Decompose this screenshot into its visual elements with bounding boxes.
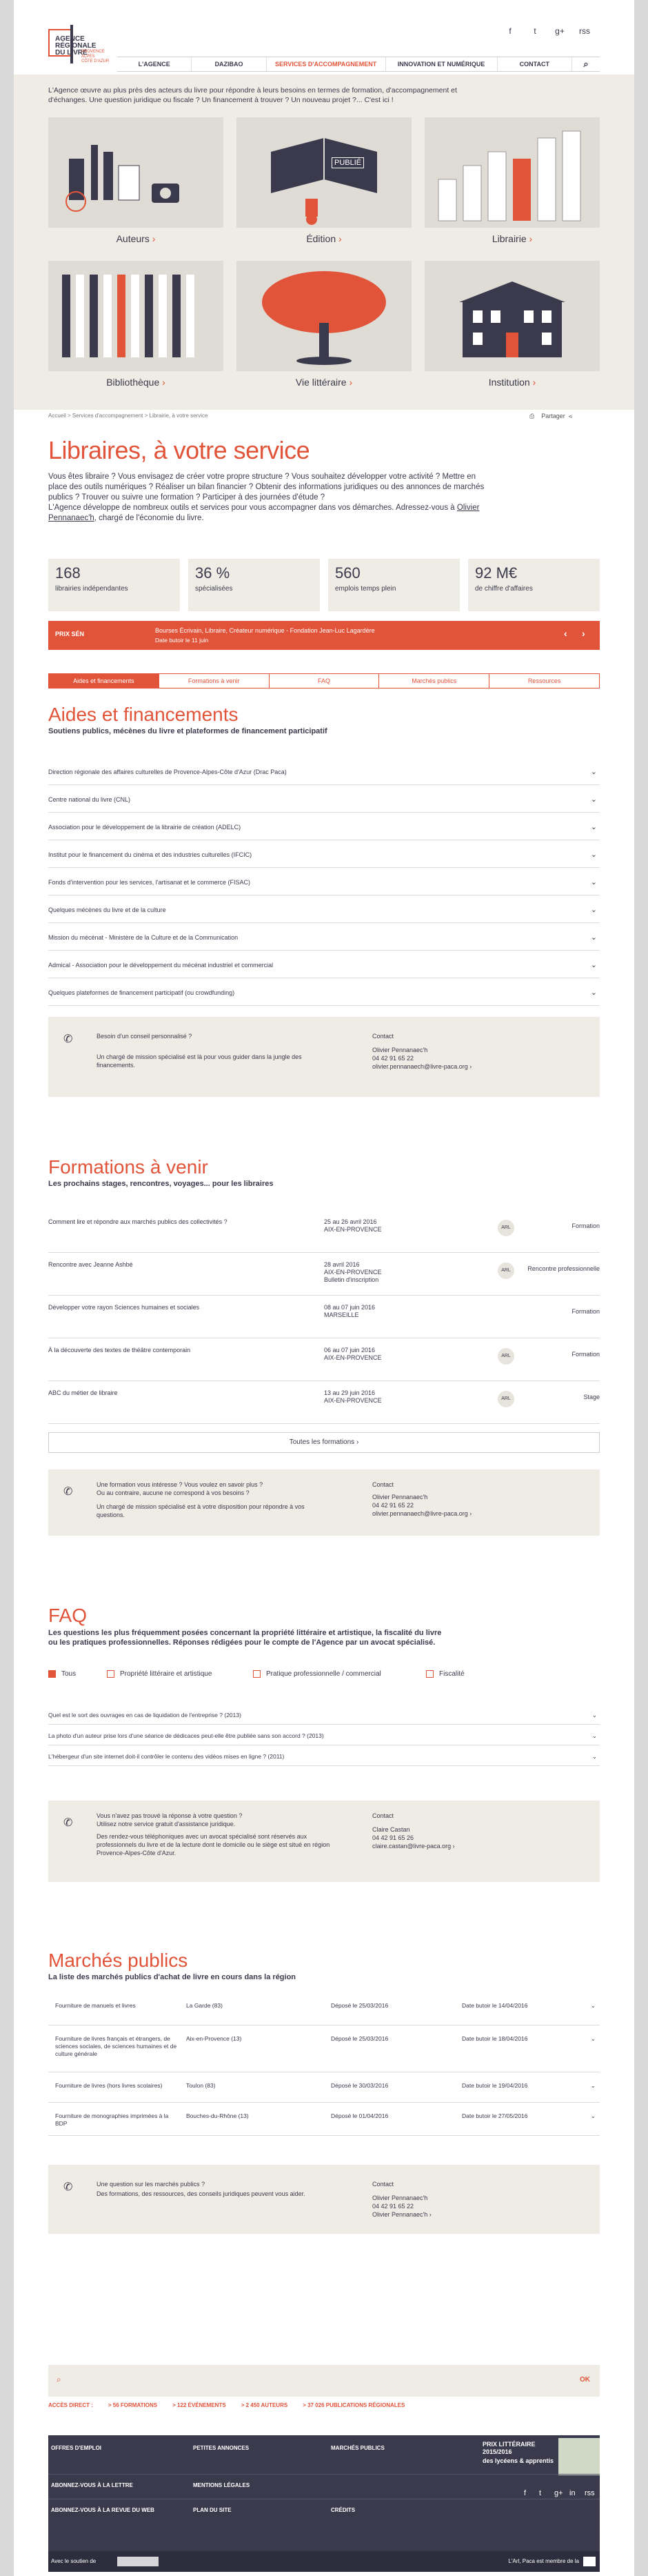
stat-value: 560	[335, 564, 361, 582]
aide-row-label: Institut pour le financement du cinéma et des industries culturelles (IFCIC)	[48, 851, 252, 858]
contact-question: Vous n'avez pas trouvé la réponse à votre question ? Utilisez notre service gratuit d'assistance juridique.	[97, 1812, 243, 1827]
page	[14, 0, 634, 2576]
site-search	[48, 2365, 600, 2397]
nav-services[interactable]: SERVICES D'ACCOMPAGNEMENT	[267, 57, 386, 71]
lead-tail: , chargé de l'économie du livre.	[94, 514, 204, 522]
filter-label: Propriété littéraire et artistique	[120, 1670, 212, 1678]
formation-date: 08 au 07 juin 2016 MARSEILLE	[324, 1304, 376, 1318]
contact-box-formations	[48, 1469, 600, 1536]
stamp-text: PUBLIÉ	[332, 157, 364, 168]
arl-badge: ARL	[498, 1220, 514, 1236]
contact-link[interactable]: Olivier Pennanaec'h	[48, 504, 480, 522]
chevron-down-icon: ⌄	[590, 933, 597, 942]
marche-deadline: Date butoir le 18/04/2016	[462, 2035, 528, 2042]
chevron-down-icon: ⌄	[591, 1753, 597, 1760]
faq-question: La photo d'un auteur prise lors d'une séance de dédicaces peut-elle être publiée sans son accord ? (2013)	[48, 1732, 324, 1739]
contact-email[interactable]: claire.castan@livre-paca.org ›	[372, 1843, 455, 1850]
bibliotheque-illustration	[48, 261, 223, 371]
formation-name: Développer votre rayon Sciences humaines et sociales	[48, 1304, 200, 1311]
news-banner[interactable]	[48, 621, 600, 650]
aide-row[interactable]	[48, 759, 600, 785]
search-input[interactable]	[72, 2372, 547, 2390]
auteurs-illustration	[48, 117, 223, 228]
chevron-down-icon: ⌄	[590, 878, 597, 886]
faq-row[interactable]	[48, 1747, 600, 1766]
tile-auteurs-label: Auteurs	[116, 233, 150, 244]
marche-deposit: Déposé le 30/03/2016	[331, 2082, 389, 2089]
aide-row-label: Association pour le développement de la librairie de création (ADELC)	[48, 824, 241, 831]
formation-name: À la découverte des textes de théâtre contemporain	[48, 1347, 191, 1354]
tab-faq[interactable]: FAQ	[270, 674, 380, 688]
tile-bibliotheque-label: Bibliothèque	[106, 377, 160, 388]
stat-value: 168	[55, 564, 81, 582]
prix-book-image[interactable]	[558, 2438, 600, 2475]
tile-institution-label: Institution	[488, 377, 530, 388]
aide-row[interactable]	[48, 842, 600, 868]
contact-phone: 04 42 91 65 22	[372, 1502, 414, 1509]
tile-edition[interactable]	[236, 117, 412, 244]
quick-publications[interactable]: > 37 026 PUBLICATIONS RÉGIONALES	[303, 2402, 405, 2408]
formation-type: Stage	[583, 1394, 600, 1400]
stat-emplois	[328, 559, 460, 611]
filter-label: Pratique professionnelle / commercial	[266, 1670, 381, 1678]
edition-illustration	[236, 117, 412, 228]
aide-row[interactable]	[48, 897, 600, 923]
formation-type: Formation	[571, 1222, 600, 1229]
tab-aides[interactable]: Aides et financements	[49, 674, 159, 688]
checkbox[interactable]	[253, 1670, 261, 1678]
page-tools	[529, 413, 572, 420]
formation-type: Formation	[571, 1351, 600, 1358]
header	[14, 0, 634, 75]
contact-name: Olivier Pennanaec'h	[372, 1047, 428, 1053]
contact-label: Contact	[372, 1033, 394, 1040]
contact-info	[372, 1032, 472, 1071]
institution-illustration	[425, 261, 600, 371]
chevron-down-icon: ⌄	[591, 1732, 597, 1739]
nav-dazibao[interactable]: DAZIBAO	[192, 57, 266, 71]
footer-mentions[interactable]: MENTIONS LÉGALES	[193, 2482, 250, 2488]
footer-emploi[interactable]: OFFRES D'EMPLOI	[51, 2445, 102, 2451]
aide-row[interactable]	[48, 924, 600, 951]
footer-lettre[interactable]: ABONNEZ-VOUS À LA LETTRE	[51, 2482, 133, 2488]
filter-propriete[interactable]	[107, 1670, 212, 1679]
prix-subtitle: des lycéens & apprentis	[483, 2457, 554, 2464]
formations-subtitle: Les prochains stages, rencontres, voyages... pour les libraires	[48, 1180, 274, 1188]
phone-icon: ✆	[63, 1033, 73, 1045]
contact-email[interactable]: olivier.pennanaech@livre-paca.org ›	[372, 1063, 472, 1070]
chevron-down-icon: ⌄	[590, 906, 597, 914]
faq-question: L'hébergeur d'un site internet doit-il contrôler le contenu des vidéos mises en ligne ? (2011)	[48, 1753, 285, 1760]
marches-title: Marchés publics	[48, 1950, 188, 1971]
formation-name: ABC du métier de libraire	[48, 1389, 118, 1396]
footer-divider	[48, 2474, 600, 2475]
quick-formations[interactable]: > 56 FORMATIONS	[108, 2402, 158, 2408]
aide-row[interactable]	[48, 814, 600, 840]
faq-row[interactable]	[48, 1726, 600, 1745]
marche-object: Fourniture de livres français et étrangers, de sciences sociales, de sciences humaines et de culture générale	[55, 2035, 177, 2057]
membership-text: L'Arl, Paca est membre de la	[508, 2558, 579, 2564]
news-prev-icon[interactable]: ‹	[564, 628, 567, 639]
formation-date: 06 au 07 juin 2016 AIX-EN-PROVENCE	[324, 1347, 382, 1361]
quick-access	[48, 2402, 600, 2408]
quick-evenements[interactable]: > 122 ÉVÉNEMENTS	[172, 2402, 226, 2408]
contact-box-marches	[48, 2165, 600, 2234]
stat-label: de chiffre d'affaires	[475, 585, 533, 593]
marche-deposit: Déposé le 25/03/2016	[331, 2035, 389, 2042]
marche-object: Fourniture de monographies imprimées à la BDP	[55, 2112, 169, 2127]
stat-label: librairies indépendantes	[55, 585, 128, 593]
tab-formations[interactable]: Formations à venir	[159, 674, 270, 688]
arl-badge: ARL	[498, 1262, 514, 1279]
stat-value: 92 M€	[475, 564, 518, 582]
aide-row[interactable]	[48, 952, 600, 978]
chevron-down-icon: ⌄	[590, 768, 597, 776]
tile-vie-litteraire-arrow: ›	[349, 377, 353, 388]
chevron-down-icon: ⌄	[590, 2112, 596, 2119]
bookshelf-icon	[48, 261, 223, 371]
formation-type: Formation	[571, 1308, 600, 1315]
news-date: Date butoir le 11 juin	[155, 637, 209, 644]
marche-deadline: Date butoir le 27/05/2016	[462, 2112, 528, 2119]
tile-auteurs-arrow: ›	[152, 233, 156, 244]
contact-label: Contact	[372, 1481, 394, 1488]
nav-innovation[interactable]: INNOVATION ET NUMÉRIQUE	[386, 57, 498, 71]
filter-fiscalite[interactable]	[426, 1670, 465, 1679]
aide-row-label: Centre national du livre (CNL)	[48, 796, 131, 803]
arl-badge: ARL	[498, 1348, 514, 1365]
tab-ressources[interactable]: Ressources	[527, 677, 561, 684]
formation-date: 25 au 26 avril 2016 AIX-EN-PROVENCE	[324, 1218, 382, 1233]
stat-label: spécialisées	[195, 585, 233, 593]
tile-vie-litteraire[interactable]	[236, 261, 412, 388]
footer-facebook-icon[interactable]: f	[524, 2489, 527, 2497]
tile-bibliotheque-arrow: ›	[162, 377, 165, 388]
formations-title: Formations à venir	[48, 1156, 208, 1178]
contact-phone: 04 42 91 65 22	[372, 1055, 414, 1062]
building-icon	[425, 261, 600, 371]
print-icon[interactable]: ⎙	[529, 413, 535, 419]
contact-name: Claire Castan	[372, 1826, 410, 1833]
tile-institution[interactable]	[425, 261, 600, 388]
page-title: Libraires, à votre service	[48, 436, 310, 464]
formation-row[interactable]	[48, 1340, 600, 1381]
tree-icon	[236, 261, 412, 371]
aides-subtitle: Soutiens publics, mécènes du livre et plateformes de financement participatif	[48, 727, 327, 735]
news-next-icon[interactable]: ›	[582, 628, 585, 639]
tab-marches[interactable]: Marchés publics	[379, 674, 489, 688]
tile-bibliotheque[interactable]	[48, 261, 223, 388]
contact-email[interactable]: Olivier Pennanaec'h ›	[372, 2211, 432, 2218]
facebook-icon[interactable]: f	[509, 26, 512, 36]
book-stamp-icon	[236, 117, 412, 228]
contact-desc: Des formations, des ressources, des conseils juridiques peuvent vous aider.	[97, 2190, 305, 2197]
contact-question: Une question sur les marchés publics ?	[97, 2181, 205, 2188]
footer	[48, 2435, 600, 2572]
footer-twitter-icon[interactable]: t	[539, 2489, 542, 2497]
search-icon[interactable]: ⌕	[583, 59, 589, 69]
filter-tous[interactable]	[48, 1670, 76, 1679]
marche-deadline: Date butoir le 14/04/2016	[462, 2002, 528, 2009]
book-stacks-icon	[425, 117, 600, 228]
footer-revue[interactable]: ABONNEZ-VOUS À LA REVUE DU WEB	[51, 2507, 154, 2513]
contact-label: Contact	[372, 2181, 394, 2188]
logo-text: AGENCE RÉGIONALE DU LIVRE	[55, 35, 97, 57]
share-button[interactable]: Partager	[541, 413, 565, 419]
footer-marches[interactable]: MARCHÉS PUBLICS	[331, 2445, 385, 2451]
contact-question: Une formation vous intéresse ? Vous voulez en savoir plus ? Ou au contraire, aucune ne correspond à vos besoins ?	[97, 1481, 263, 1496]
filter-label: Fiscalité	[439, 1670, 465, 1678]
formation-row[interactable]	[48, 1297, 600, 1338]
contact-info	[372, 2180, 432, 2219]
formation-type: Rencontre professionnelle	[527, 1265, 600, 1272]
footer-credits[interactable]: CRÉDITS	[331, 2507, 356, 2513]
chevron-down-icon: ⌄	[591, 1712, 597, 1718]
footer-googleplus-icon[interactable]: g+	[554, 2489, 563, 2497]
chevron-down-icon: ⌄	[590, 795, 597, 804]
contact-box-aides	[48, 1017, 600, 1097]
contact-box-faq	[48, 1801, 600, 1882]
twitter-icon[interactable]: t	[534, 26, 536, 36]
marche-place: Toulon (83)	[186, 2082, 216, 2089]
footer-annonces[interactable]: PETITES ANNONCES	[193, 2445, 250, 2451]
tile-librairie[interactable]	[425, 117, 600, 244]
tile-auteurs[interactable]	[48, 117, 223, 244]
formation-date: 13 au 29 juin 2016 AIX-EN-PROVENCE	[324, 1389, 382, 1404]
faq-question: Quel est le sort des ouvrages en cas de liquidation de l'entreprise ? (2013)	[48, 1712, 241, 1718]
aide-row-label: Mission du mécénat - Ministère de la Culture et de la Communication	[48, 934, 239, 941]
chevron-down-icon: ⌄	[590, 989, 597, 997]
partner-logo	[117, 2557, 159, 2566]
logo-subtext: PROVENCE ALPES CÔTE D'AZUR	[81, 50, 110, 63]
stat-chiffre	[468, 559, 600, 611]
marche-deposit: Déposé le 01/04/2016	[331, 2112, 389, 2119]
tile-institution-arrow: ›	[532, 377, 536, 388]
aide-row-label: Admical - Association pour le développement du mécénat industriel et commercial	[48, 962, 274, 969]
footer-linkedin-icon[interactable]: in	[569, 2489, 576, 2497]
section-tabs	[48, 673, 600, 688]
formation-date: 28 avril 2016 AIX-EN-PROVENCE Bulletin d'inscription	[324, 1261, 382, 1283]
marche-deadline: Date butoir le 19/04/2016	[462, 2082, 528, 2089]
stat-librairies	[48, 559, 180, 611]
faq-row[interactable]	[48, 1705, 600, 1725]
vie-litteraire-illustration	[236, 261, 412, 371]
faq-title: FAQ	[48, 1605, 88, 1626]
news-tag: PRIX SÉN	[55, 631, 85, 637]
chevron-down-icon: ⌄	[590, 823, 597, 831]
search-icon: ⌕	[57, 2375, 61, 2384]
lead-body: Vous êtes libraire ? Vous envisagez de créer votre propre structure ? Vous souhaitez développer votre activité ? Mettre en place des outils numériques ? Réaliser un bilan financier ? Obtenir des informations juridiques ou des annonces de marchés publics ? Trouver ou suivre une formation ? Participer à des journées d'étude ? L'Agence développe de nombreux outils et services pour vous accompagner dans vos démarches. Adressez-vous à	[48, 473, 485, 512]
partners-label: Avec le soutien de	[51, 2558, 97, 2564]
librairie-illustration	[425, 117, 600, 228]
contact-name: Olivier Pennanaec'h	[372, 2194, 428, 2201]
phone-icon: ✆	[63, 2181, 73, 2193]
tile-edition-arrow: ›	[338, 233, 342, 244]
footer-plan[interactable]: PLAN DU SITE	[193, 2507, 232, 2513]
tile-librairie-label: Librairie	[492, 233, 527, 244]
marche-deposit: Déposé le 25/03/2016	[331, 2002, 389, 2009]
marche-row[interactable]	[48, 2075, 600, 2103]
aide-row-label: Quelques mécènes du livre et de la culture	[48, 906, 166, 913]
checkbox-checked[interactable]	[48, 1670, 56, 1678]
contact-phone: 04 42 91 65 26	[372, 1834, 414, 1841]
footer-bottom	[48, 2551, 600, 2572]
formation-name: Comment lire et répondre aux marchés publics des collectivités ?	[48, 1218, 227, 1225]
tile-edition-label: Édition	[306, 233, 336, 244]
fill-logo	[583, 2557, 596, 2566]
marches-subtitle: La liste des marchés publics d'achat de livre en cours dans la région	[48, 1973, 296, 1981]
arl-badge: ARL	[498, 1391, 514, 1407]
all-formations-button[interactable]: Toutes les formations ›	[48, 1432, 600, 1453]
contact-info	[372, 1480, 472, 1518]
marche-place: Aix-en-Provence (13)	[186, 2035, 242, 2042]
chevron-down-icon: ⌄	[590, 2035, 596, 2042]
aide-row-label: Direction régionale des affaires culturelles de Provence-Alpes-Côte d'Azur (Drac Paca)	[48, 769, 287, 775]
faq-subtitle: Les questions les plus fréquemment posées concernant la propriété littéraire et artistique, la fiscalité du livre ou les pratiques professionnelles. Réponses rédigées pour le compte de l'Agence par un avocat spécialisé.	[48, 1629, 442, 1647]
marche-object: Fourniture de manuels et livres	[55, 2002, 136, 2009]
marche-row[interactable]	[48, 2106, 600, 2136]
filter-pratique[interactable]	[253, 1670, 381, 1679]
formation-name: Rencontre avec Jeanne Ashbé	[48, 1261, 133, 1268]
quick-auteurs[interactable]: > 2 450 AUTEURS	[241, 2402, 288, 2408]
contact-phone: 04 42 91 65 22	[372, 2203, 414, 2210]
contact-desc: Un chargé de mission spécialisé est là pour vous guider dans la jungle des financements.	[97, 1053, 302, 1069]
chevron-down-icon: ⌄	[590, 2082, 596, 2089]
quick-label: ACCÈS DIRECT :	[48, 2402, 93, 2408]
aide-row-label: Quelques plateformes de financement participatif (ou crowdfunding)	[48, 989, 235, 996]
contact-info	[372, 1812, 455, 1850]
formation-row[interactable]	[48, 1211, 600, 1253]
nav-contact[interactable]: CONTACT	[498, 57, 572, 71]
prix-title[interactable]: PRIX LITTÉRAIRE 2015/2016	[483, 2441, 536, 2455]
phone-icon: ✆	[63, 1817, 73, 1829]
aide-row[interactable]	[48, 869, 600, 895]
stat-specialisees	[188, 559, 320, 611]
chevron-down-icon: ⌄	[590, 2002, 596, 2009]
chevron-down-icon: ⌄	[590, 851, 597, 859]
marche-place: Bouches-du-Rhône (13)	[186, 2112, 249, 2119]
tile-vie-litteraire-label: Vie littéraire	[295, 377, 347, 388]
rss-icon[interactable]: rss	[579, 26, 590, 36]
aide-row-label: Fonds d'intervention pour les services, l'artisanat et le commerce (FISAC)	[48, 879, 251, 886]
contact-name: Olivier Pennanaec'h	[372, 1494, 428, 1500]
lead-text	[48, 472, 489, 524]
main-nav	[117, 57, 600, 72]
chevron-down-icon: ⌄	[590, 961, 597, 969]
marche-row[interactable]	[48, 2028, 600, 2072]
formation-row[interactable]	[48, 1383, 600, 1424]
intro-section	[14, 75, 634, 410]
marche-place: La Garde (83)	[186, 2002, 223, 2009]
checkbox[interactable]	[426, 1670, 434, 1678]
phone-icon: ✆	[63, 1486, 73, 1498]
aide-row[interactable]	[48, 786, 600, 813]
share-icon: ⋖	[567, 413, 572, 419]
marche-object: Fourniture de livres (hors livres scolaires)	[55, 2082, 163, 2089]
contact-desc: Un chargé de mission spécialisé est à votre disposition pour répondre à vos questions.	[97, 1503, 305, 1518]
googleplus-icon[interactable]: g+	[555, 26, 565, 36]
nav-agence[interactable]: L'AGENCE	[117, 57, 192, 71]
aides-title: Aides et financements	[48, 704, 239, 725]
news-title: Bourses Écrivain, Libraire, Créateur numérique - Fondation Jean-Luc Lagardère	[155, 627, 375, 634]
logo[interactable]	[48, 25, 114, 75]
stat-value: 36 %	[195, 564, 230, 582]
tile-librairie-arrow: ›	[529, 233, 533, 244]
stat-label: emplois temps plein	[335, 585, 396, 593]
auteurs-icon	[48, 117, 223, 228]
marche-row[interactable]	[48, 1995, 600, 2025]
checkbox[interactable]	[107, 1670, 114, 1678]
contact-desc: Des rendez-vous téléphoniques avec un avocat spécialisé sont réservés aux professionnels du livre et de la lecture dont le domicile ou le siège est situé en région Provence-Alpes-Côte d'Azur.	[97, 1833, 330, 1856]
contact-question: Besoin d'un conseil personnalisé ?	[97, 1033, 192, 1040]
filter-label: Tous	[61, 1670, 77, 1678]
footer-rss-icon[interactable]: rss	[585, 2489, 595, 2497]
intro-text: L'Agence œuvre au plus près des acteurs du livre pour répondre à leurs besoins en termes de formation, d'accompagnement et d'échanges. Une question juridique ou fiscale ? Un financement à trouver ? Un nouveau projet ?... C'est ici !	[48, 86, 457, 104]
breadcrumb[interactable]: Accueil > Services d'accompagnement > Librairie, à votre service	[48, 413, 208, 419]
contact-label: Contact	[372, 1812, 394, 1819]
search-submit-button[interactable]: OK	[580, 2376, 590, 2384]
contact-email[interactable]: olivier.pennanaech@livre-paca.org ›	[372, 1510, 472, 1517]
formation-row[interactable]	[48, 1254, 600, 1296]
aide-row[interactable]	[48, 980, 600, 1006]
